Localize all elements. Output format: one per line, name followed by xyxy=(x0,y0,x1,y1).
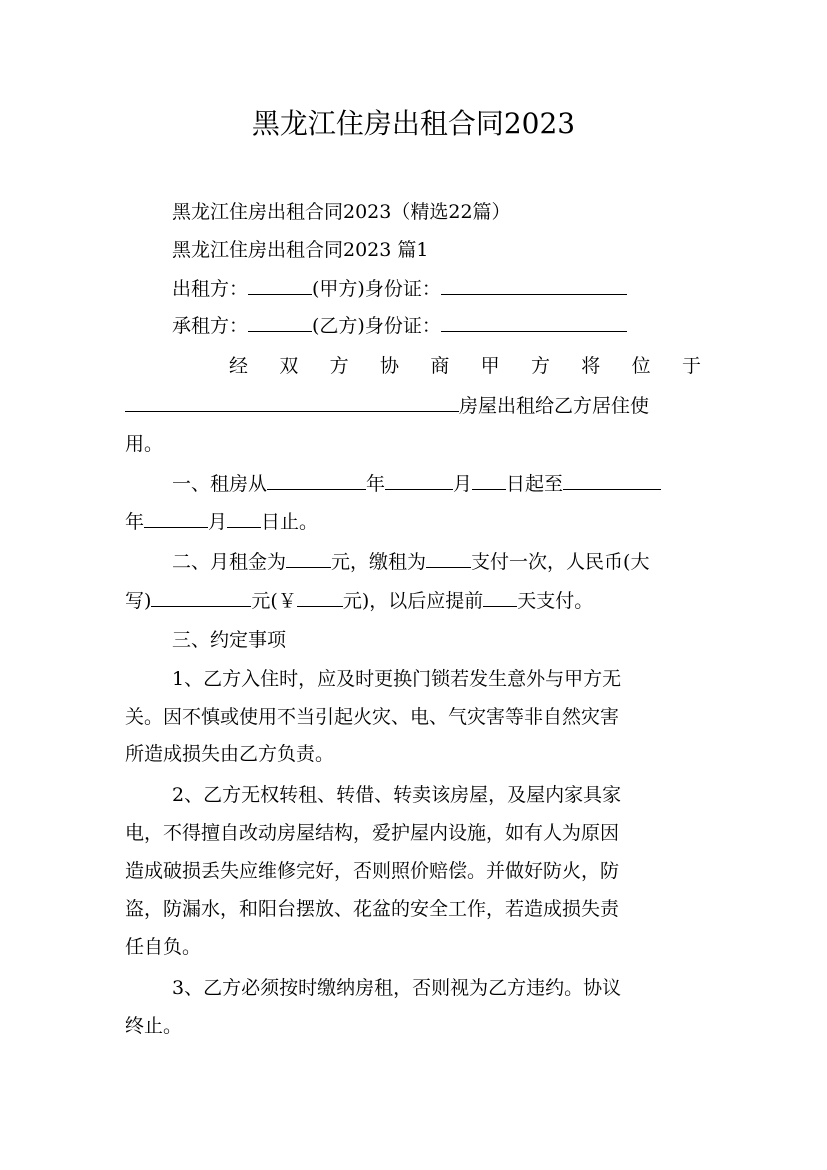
intro-char: 将 xyxy=(581,355,601,377)
property-address-blank xyxy=(125,393,459,412)
intro-char: 方 xyxy=(530,355,550,377)
subtitle: 黑龙江住房出租合同2023（精选22篇） xyxy=(172,201,511,223)
term-text: 月 xyxy=(208,511,228,533)
lessor-name-blank xyxy=(248,276,312,295)
item-1-line: 1、乙方入住时，应及时更换门锁若发生意外与甲方无 xyxy=(172,668,622,690)
intro-char: 协 xyxy=(379,355,399,377)
rent-text: 二、月租金为 xyxy=(172,551,287,573)
rent-text: 天支付。 xyxy=(517,590,594,612)
rent-amount-words-blank xyxy=(151,588,251,607)
item-2-line: 任自负。 xyxy=(125,936,202,958)
lessee-line xyxy=(125,313,748,339)
start-month-blank xyxy=(385,471,453,490)
intro-char: 双 xyxy=(279,355,299,377)
lessee-id-blank xyxy=(441,313,627,332)
lessor-party: (甲方)身份证： xyxy=(312,278,441,300)
lessor-line xyxy=(125,276,748,302)
rent-amount-number-blank xyxy=(297,588,343,607)
intro-line-1 xyxy=(229,353,701,379)
end-month-blank xyxy=(144,509,208,528)
term-text: 年 xyxy=(125,511,145,533)
rent-line-2 xyxy=(125,588,701,614)
rent-text: 元)，以后应提前 xyxy=(342,590,484,612)
rent-text: 写) xyxy=(125,590,152,612)
payment-period-blank xyxy=(426,549,471,568)
item-3-line: 终止。 xyxy=(125,1015,183,1037)
end-day-blank xyxy=(227,509,261,528)
term-line-2 xyxy=(125,509,701,535)
start-year-blank xyxy=(267,471,366,490)
term-text: 一、租房从 xyxy=(172,473,268,495)
document-title: 黑龙江住房出租合同2023 xyxy=(251,107,576,140)
lessor-id-blank xyxy=(441,276,627,295)
lessor-label: 出租方： xyxy=(172,278,249,300)
intro-line-3: 用。 xyxy=(125,433,164,455)
lessee-name-blank xyxy=(248,313,312,332)
lessee-party: (乙方)身份证： xyxy=(312,315,441,337)
rent-text: 元(￥ xyxy=(251,590,297,612)
term-line-1 xyxy=(125,471,748,497)
end-year-blank xyxy=(563,471,661,490)
term-text: 日起至 xyxy=(506,473,564,495)
monthly-rent-blank xyxy=(286,549,331,568)
term-text: 日止。 xyxy=(261,511,319,533)
intro-char: 经 xyxy=(229,355,249,377)
item-3-line: 3、乙方必须按时缴纳房租，否则视为乙方违约。协议 xyxy=(172,977,622,999)
part-heading: 黑龙江住房出租合同2023 篇1 xyxy=(172,239,429,261)
lessee-label: 承租方： xyxy=(172,315,249,337)
item-1-line: 关。因不慎或使用不当引起火灾、电、气灾害等非自然灾害 xyxy=(125,706,620,728)
item-2-line: 2、乙方无权转租、转借、转卖该房屋，及屋内家具家 xyxy=(172,784,622,806)
term-text: 年 xyxy=(366,473,386,495)
advance-days-blank xyxy=(483,588,517,607)
intro-tail: 房屋出租给乙方居住使 xyxy=(459,395,650,417)
rent-text: 元，缴租为 xyxy=(331,551,427,573)
intro-char: 方 xyxy=(329,355,349,377)
section-3-heading: 三、约定事项 xyxy=(172,629,287,651)
item-2-line: 电，不得擅自改动房屋结构，爱护屋内设施，如有人为原因 xyxy=(125,822,620,844)
intro-char: 位 xyxy=(631,355,651,377)
intro-char: 商 xyxy=(430,355,450,377)
rent-line-1 xyxy=(125,549,748,575)
item-2-line: 造成破损丢失应维修完好，否则照价赔偿。并做好防火，防 xyxy=(125,860,620,882)
item-1-line: 所造成损失由乙方负责。 xyxy=(125,743,335,765)
start-day-blank xyxy=(472,471,506,490)
intro-line-2 xyxy=(125,393,701,419)
intro-char: 甲 xyxy=(480,355,500,377)
intro-char: 于 xyxy=(681,355,701,377)
rent-text: 支付一次，人民币(大 xyxy=(471,551,650,573)
term-text: 月 xyxy=(453,473,473,495)
item-2-line: 盗，防漏水，和阳台摆放、花盆的安全工作，若造成损失责 xyxy=(125,898,620,920)
